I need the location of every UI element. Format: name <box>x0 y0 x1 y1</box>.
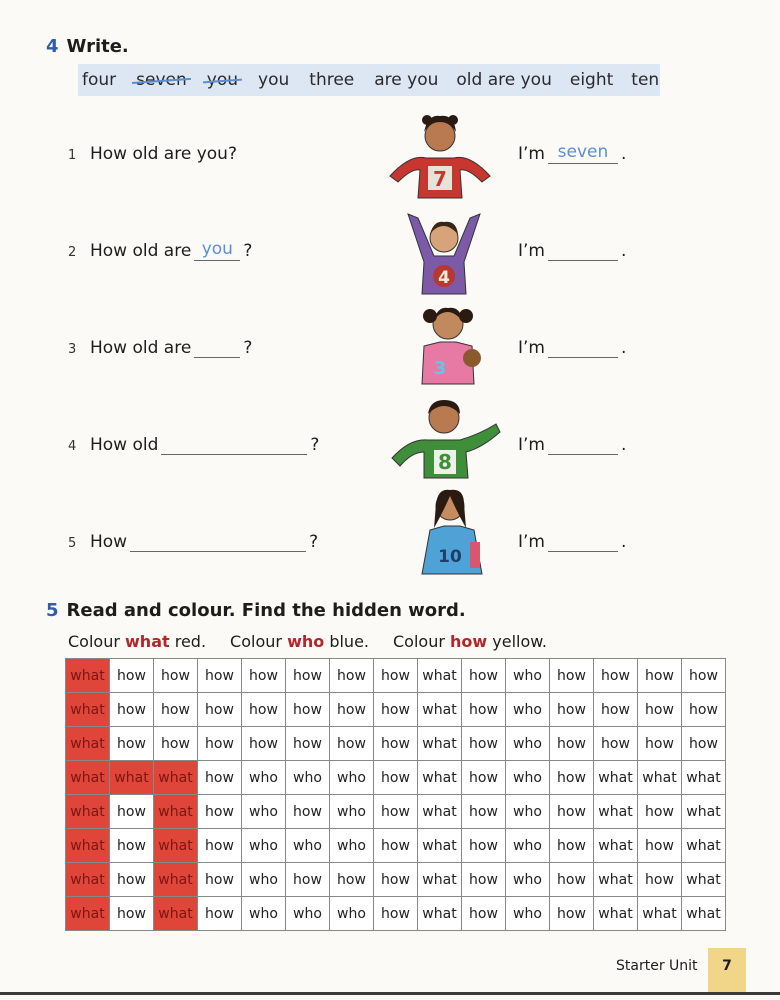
grid-row <box>66 897 726 931</box>
grid-cell[interactable]: who <box>506 693 550 727</box>
grid-cell[interactable]: how <box>462 863 506 897</box>
grid-row <box>66 761 726 795</box>
grid-cell[interactable]: how <box>682 727 726 761</box>
grid-cell[interactable]: how <box>286 863 330 897</box>
word-box-item-used: you <box>206 70 239 90</box>
answer-line: I’m . <box>518 532 627 552</box>
instruction-what <box>68 632 206 651</box>
shirt-number: 10 <box>438 547 462 567</box>
grid-cell[interactable]: what <box>682 863 726 897</box>
grid-cell[interactable]: how <box>110 659 154 693</box>
answer-line: I’m . <box>518 435 627 455</box>
exercise-4-title: Write. <box>66 36 129 57</box>
instruction-keyword: who <box>287 632 325 651</box>
grid-cell[interactable]: how <box>550 829 594 863</box>
child-illustration-2 <box>384 204 504 294</box>
grid-cell[interactable]: who <box>506 761 550 795</box>
question-suffix: ? <box>310 435 320 455</box>
grid-cell[interactable]: what <box>154 863 198 897</box>
grid-cell[interactable]: who <box>242 897 286 931</box>
answer-prefix: I’m <box>518 241 545 261</box>
question-row-4 <box>68 429 668 469</box>
grid-cell[interactable]: how <box>550 693 594 727</box>
grid-row <box>66 659 726 693</box>
grid-cell[interactable]: who <box>286 829 330 863</box>
question-number: 5 <box>68 536 77 551</box>
grid-cell[interactable]: what <box>154 829 198 863</box>
question-prefix: How old are you? <box>90 144 237 164</box>
grid-cell[interactable]: how <box>638 795 682 829</box>
instruction-keyword: how <box>450 632 488 651</box>
answer-prefix: I’m <box>518 435 545 455</box>
grid-cell[interactable]: how <box>638 727 682 761</box>
grid-cell[interactable]: how <box>330 863 374 897</box>
child-illustration-4 <box>384 388 504 478</box>
grid-cell[interactable]: who <box>506 863 550 897</box>
grid-cell[interactable]: who <box>506 829 550 863</box>
grid-cell[interactable]: what <box>638 761 682 795</box>
word-box-item: four <box>82 70 117 90</box>
grid-cell[interactable]: how <box>198 863 242 897</box>
grid-cell[interactable]: what <box>418 693 462 727</box>
grid-cell[interactable]: how <box>110 693 154 727</box>
question-text <box>90 435 319 455</box>
grid-cell[interactable]: how <box>198 727 242 761</box>
grid-cell[interactable]: what <box>66 897 110 931</box>
exercise-4-heading <box>46 36 129 57</box>
grid-cell[interactable]: what <box>418 863 462 897</box>
word-grid <box>65 658 726 931</box>
instruction-post: red. <box>174 632 207 651</box>
grid-cell[interactable]: what <box>418 795 462 829</box>
grid-cell[interactable]: what <box>594 761 638 795</box>
grid-cell[interactable]: how <box>638 863 682 897</box>
word-box-item: ten <box>631 70 660 90</box>
grid-cell[interactable]: how <box>198 693 242 727</box>
colour-instructions <box>68 632 571 651</box>
grid-cell[interactable]: what <box>154 761 198 795</box>
grid-cell[interactable]: who <box>242 829 286 863</box>
answer-prefix: I’m <box>518 144 545 164</box>
exercise-5-heading <box>46 600 466 621</box>
word-box-item: eight <box>569 70 614 90</box>
grid-cell[interactable]: what <box>682 795 726 829</box>
question-blank[interactable] <box>130 533 306 552</box>
question-prefix: How old are <box>90 241 192 261</box>
grid-cell[interactable]: how <box>330 693 374 727</box>
grid-cell[interactable]: how <box>110 863 154 897</box>
grid-cell[interactable]: how <box>198 897 242 931</box>
grid-cell[interactable]: how <box>242 727 286 761</box>
question-text <box>90 241 252 261</box>
grid-row <box>66 795 726 829</box>
answer-blank[interactable] <box>548 533 618 552</box>
grid-cell[interactable]: what <box>66 761 110 795</box>
answer-handwriting: seven <box>557 142 609 162</box>
grid-row <box>66 829 726 863</box>
grid-cell[interactable]: how <box>462 659 506 693</box>
grid-cell[interactable]: what <box>594 863 638 897</box>
grid-cell[interactable]: how <box>110 795 154 829</box>
question-prefix: How old are <box>90 338 192 358</box>
unit-label: Starter Unit <box>616 958 698 974</box>
instruction-post: blue. <box>329 632 369 651</box>
grid-cell[interactable]: how <box>286 727 330 761</box>
page-bottom-rule <box>0 992 780 995</box>
grid-cell[interactable]: how <box>330 659 374 693</box>
grid-cell[interactable]: how <box>550 795 594 829</box>
grid-cell[interactable]: who <box>242 795 286 829</box>
exercise-4-number: 4 <box>46 36 59 57</box>
question-text <box>90 532 318 552</box>
question-suffix: ? <box>243 338 253 358</box>
answer-blank[interactable] <box>548 242 618 261</box>
answer-blank[interactable] <box>548 436 618 455</box>
word-box-item: you <box>258 70 290 90</box>
question-row-1 <box>68 138 668 178</box>
grid-cell[interactable]: how <box>242 659 286 693</box>
instruction-how <box>393 632 547 651</box>
grid-cell[interactable]: how <box>286 659 330 693</box>
grid-cell[interactable]: how <box>550 897 594 931</box>
grid-cell[interactable]: what <box>154 795 198 829</box>
grid-cell[interactable]: what <box>638 897 682 931</box>
grid-cell[interactable]: how <box>462 897 506 931</box>
grid-cell[interactable]: what <box>66 829 110 863</box>
grid-cell[interactable]: how <box>550 761 594 795</box>
question-suffix: ? <box>243 241 253 261</box>
grid-cell[interactable]: how <box>462 693 506 727</box>
answer-line: I’m . <box>518 338 627 358</box>
question-blank[interactable] <box>194 239 240 261</box>
grid-row <box>66 693 726 727</box>
exercise-5-number: 5 <box>46 600 59 621</box>
grid-cell[interactable]: how <box>110 897 154 931</box>
grid-cell[interactable]: how <box>594 659 638 693</box>
grid-cell[interactable]: how <box>374 761 418 795</box>
word-box-item: old are you <box>456 70 552 90</box>
shirt-number: 3 <box>433 358 447 379</box>
grid-cell[interactable]: what <box>594 795 638 829</box>
grid-cell[interactable]: how <box>242 693 286 727</box>
page-number: 7 <box>708 948 746 992</box>
grid-row <box>66 727 726 761</box>
grid-row <box>66 863 726 897</box>
question-row-5 <box>68 526 668 566</box>
grid-cell[interactable]: how <box>638 659 682 693</box>
grid-cell[interactable]: how <box>462 761 506 795</box>
shirt-number: 7 <box>433 167 447 191</box>
instruction-pre: Colour <box>393 632 445 651</box>
grid-cell[interactable]: who <box>330 795 374 829</box>
grid-cell[interactable]: who <box>330 761 374 795</box>
grid-cell[interactable]: how <box>198 659 242 693</box>
grid-cell[interactable]: who <box>506 897 550 931</box>
question-suffix: ? <box>309 532 319 552</box>
grid-cell[interactable]: what <box>66 693 110 727</box>
grid-cell[interactable]: what <box>682 897 726 931</box>
answer-prefix: I’m <box>518 532 545 552</box>
question-number: 4 <box>68 439 77 454</box>
grid-cell[interactable]: what <box>594 897 638 931</box>
grid-cell[interactable]: what <box>66 863 110 897</box>
grid-cell[interactable]: who <box>506 659 550 693</box>
question-blank[interactable] <box>161 436 307 455</box>
shirt-number: 4 <box>438 268 450 288</box>
grid-cell[interactable]: how <box>682 693 726 727</box>
answer-blank[interactable] <box>548 339 618 358</box>
question-number: 1 <box>68 148 77 163</box>
grid-cell[interactable]: how <box>374 727 418 761</box>
grid-cell[interactable]: what <box>66 795 110 829</box>
grid-cell[interactable]: how <box>462 829 506 863</box>
grid-cell[interactable]: who <box>242 761 286 795</box>
question-text <box>90 144 237 164</box>
word-box <box>78 64 660 96</box>
grid-cell[interactable]: how <box>286 795 330 829</box>
grid-cell[interactable]: how <box>550 727 594 761</box>
grid-cell[interactable]: what <box>418 829 462 863</box>
grid-cell[interactable]: who <box>506 795 550 829</box>
exercise-5-title: Read and colour. Find the hidden word. <box>66 600 466 621</box>
word-box-item: are you <box>374 70 439 90</box>
grid-cell[interactable]: how <box>154 659 198 693</box>
grid-cell[interactable]: who <box>330 897 374 931</box>
grid-cell[interactable]: how <box>374 659 418 693</box>
question-prefix: How <box>90 532 128 552</box>
grid-cell[interactable]: what <box>418 727 462 761</box>
grid-cell[interactable]: what <box>594 829 638 863</box>
grid-cell[interactable]: how <box>550 659 594 693</box>
grid-cell[interactable]: who <box>286 897 330 931</box>
instruction-keyword: what <box>125 632 170 651</box>
grid-cell[interactable]: what <box>418 659 462 693</box>
grid-cell[interactable]: what <box>66 727 110 761</box>
word-box-item-used: seven <box>136 70 187 90</box>
answer-blank[interactable] <box>548 142 618 164</box>
question-blank[interactable] <box>194 339 240 358</box>
instruction-who <box>230 632 369 651</box>
answer-line: I’m . <box>518 241 627 261</box>
grid-cell[interactable]: how <box>462 727 506 761</box>
grid-cell[interactable]: who <box>242 863 286 897</box>
grid-cell[interactable]: how <box>286 693 330 727</box>
grid-cell[interactable]: how <box>154 693 198 727</box>
answer-prefix: I’m <box>518 338 545 358</box>
grid-cell[interactable]: how <box>374 795 418 829</box>
grid-cell[interactable]: how <box>550 863 594 897</box>
question-handwriting: you <box>201 239 233 259</box>
instruction-pre: Colour <box>230 632 282 651</box>
grid-cell[interactable]: how <box>374 829 418 863</box>
grid-cell[interactable]: how <box>594 727 638 761</box>
grid-cell[interactable]: how <box>638 693 682 727</box>
grid-cell[interactable]: how <box>374 897 418 931</box>
child-illustration-1 <box>380 108 500 198</box>
answer-line: I’m seven . <box>518 142 627 164</box>
grid-cell[interactable]: how <box>198 829 242 863</box>
instruction-pre: Colour <box>68 632 120 651</box>
grid-cell[interactable]: what <box>418 897 462 931</box>
grid-cell[interactable]: who <box>506 727 550 761</box>
question-text <box>90 338 252 358</box>
grid-cell[interactable]: who <box>330 829 374 863</box>
grid-cell[interactable]: how <box>154 727 198 761</box>
grid-cell[interactable]: how <box>682 659 726 693</box>
child-illustration-3 <box>388 294 508 384</box>
question-prefix: How old <box>90 435 159 455</box>
grid-cell[interactable]: how <box>462 795 506 829</box>
question-number: 2 <box>68 245 77 260</box>
question-row-2 <box>68 235 668 275</box>
grid-cell[interactable]: how <box>110 829 154 863</box>
grid-cell[interactable]: what <box>418 761 462 795</box>
grid-cell[interactable]: how <box>330 727 374 761</box>
grid-cell[interactable]: who <box>286 761 330 795</box>
grid-cell[interactable]: what <box>66 659 110 693</box>
grid-cell[interactable]: what <box>154 897 198 931</box>
grid-cell[interactable]: how <box>638 829 682 863</box>
shirt-number: 8 <box>438 450 452 474</box>
instruction-post: yellow. <box>492 632 547 651</box>
grid-cell[interactable]: how <box>198 761 242 795</box>
grid-cell[interactable]: what <box>682 761 726 795</box>
word-box-item: three <box>309 70 355 90</box>
grid-cell[interactable]: what <box>110 761 154 795</box>
grid-cell[interactable]: how <box>374 693 418 727</box>
grid-cell[interactable]: how <box>198 795 242 829</box>
grid-cell[interactable]: how <box>374 863 418 897</box>
grid-cell[interactable]: how <box>594 693 638 727</box>
question-row-3 <box>68 332 668 372</box>
grid-cell[interactable]: what <box>682 829 726 863</box>
child-illustration-5 <box>392 484 512 574</box>
question-number: 3 <box>68 342 77 357</box>
grid-cell[interactable]: how <box>110 727 154 761</box>
